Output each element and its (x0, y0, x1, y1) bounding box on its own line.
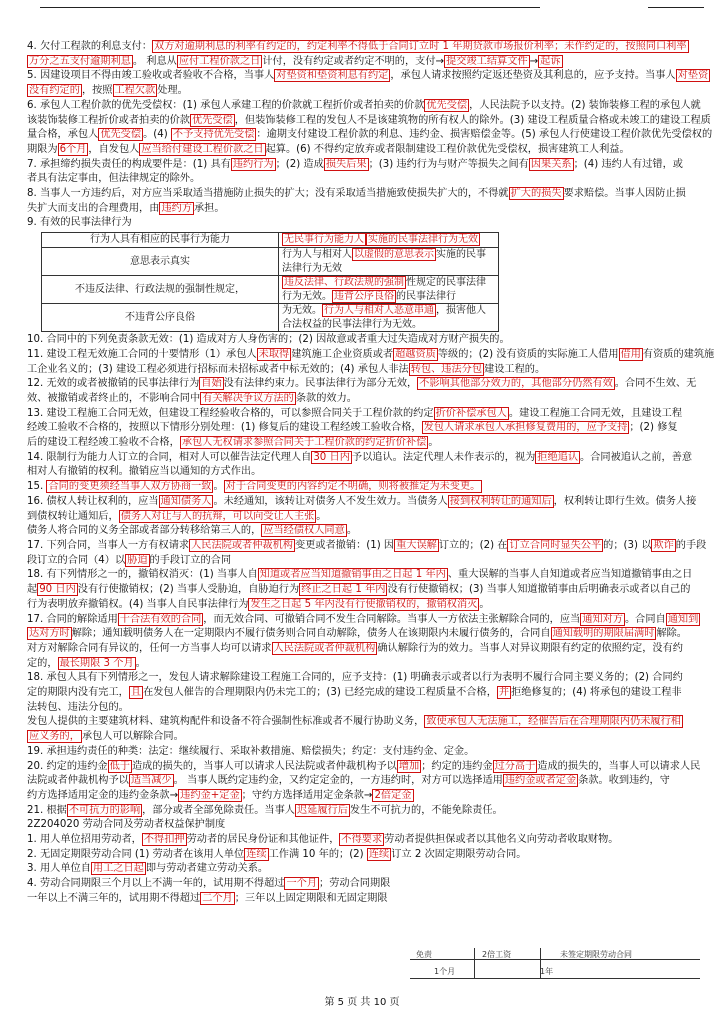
text-line (27, 69, 709, 84)
highlighted-text: 用工之日起 (92, 863, 144, 875)
text-segment: 法院或者仲裁机构予以 (27, 775, 129, 787)
text-segment: ，损害他人合法权益的民事法律行为无效。 (282, 305, 486, 330)
text-segment: 后的建设工程经竣工验收不合格， (27, 437, 180, 449)
table-cell-condition: 意思表示真实 (42, 248, 279, 276)
text-segment: 劳动者的居民身份证和其他证件， (186, 834, 340, 846)
text-segment: 21. 根据 (27, 804, 67, 816)
highlighted-text: 应付工程价款之日 (178, 55, 261, 67)
highlighted-text: 起诉 (540, 55, 561, 67)
text-line (27, 99, 699, 114)
text-segment: 没有法律约束力。民事法律行为部分无效， (223, 378, 418, 390)
text-segment: 。(4) (143, 129, 171, 141)
highlighted-text: 人民法院或者仲裁机构 (273, 642, 376, 654)
text-line (27, 892, 699, 907)
text-line (27, 348, 715, 363)
text-line (27, 158, 699, 173)
text-segment: 7. 承担缔约损失责任的构成要件是：(1) 具有 (27, 158, 231, 170)
text-line (27, 657, 699, 672)
table-cell-condition: 行为人具有相应的民事行为能力 (42, 233, 279, 248)
highlighted-text: 低于 (109, 760, 130, 772)
text-segment: 予以追认。法定代理人未作表示的，视为 (351, 451, 536, 463)
highlighted-text: 万分之五支付逾期利息 (29, 55, 131, 67)
text-segment: 17. 合同的解除适用 (27, 613, 118, 625)
text-segment: 要求赔偿。当事人因防止损 (563, 188, 686, 200)
text-segment: 16. 债权人转让权利的，应当 (27, 495, 159, 507)
highlighted-text: 胁迫 (127, 554, 148, 566)
highlighted-text: 扩大的损失 (510, 188, 562, 200)
text-segment: 行为表明放弃撤销权。(4) 当事人自民事法律行为 (27, 598, 249, 610)
highlighted-text: 应当经债权人同意 (263, 525, 345, 537)
text-segment: 的手段 (675, 539, 707, 551)
text-line (27, 701, 699, 716)
text-line (27, 671, 699, 686)
highlighted-text: 实施的民事法律行为无效 (368, 234, 478, 246)
text-segment: 9. 有效的民事法律行为 (27, 217, 132, 229)
text-segment: 19. 承担违约责任的种类：法定：继续履行、采取补救措施、赔偿损失；约定：支付违约金、定金。 (27, 745, 475, 757)
text-segment: 10. 合同中的下列免责条款无效：(1) 造成对方人身伤害的；(2) 因故意或者重大过失造成对方财产损失的。 (27, 334, 510, 346)
text-segment: 定的期限内没有完工， (27, 687, 129, 699)
text-segment: 18. 有下列情形之一的，撤销权消灭：(1) 当事人自 (27, 569, 258, 581)
text-segment: 5. 因建设项目不得由竣工验收或者验收不合格，当事人 (27, 70, 275, 82)
text-segment: 解除。 (656, 628, 687, 640)
text-segment: 起 (27, 584, 38, 596)
text-segment: 条款的效力。 (295, 392, 357, 404)
text-line (27, 583, 699, 598)
highlighted-text: 90 日内 (39, 584, 76, 596)
text-segment: 。 (479, 598, 490, 610)
text-line (27, 495, 699, 510)
text-segment: 没有行使撤销权；(3) 当事人知道撤销事由后明确表示或者以自己的 (387, 584, 691, 596)
text-line (27, 114, 711, 129)
text-line (27, 407, 699, 422)
text-segment: 。合同自 (624, 613, 666, 625)
text-segment: 变更或者撤销：(1) 因 (294, 539, 395, 551)
highlighted-text: 违约金或者定金 (504, 775, 577, 787)
text-segment: ，自发包人 (88, 143, 140, 155)
highlighted-text: 欺诈 (653, 539, 674, 551)
text-segment: 的；(3) 以 (603, 539, 652, 551)
text-segment: 的手段订立的合同 (149, 554, 232, 566)
highlighted-text: 通知载明的期限届满时 (552, 628, 655, 640)
text-segment: ；(2) 造成 (275, 158, 324, 170)
text-segment: 。 (213, 481, 224, 493)
text-segment: 3. 用人单位自 (27, 863, 91, 875)
highlighted-text: 因果关系 (530, 158, 572, 170)
table-cell-condition: 不违反法律、行政法规的强制性规定， (42, 276, 279, 304)
valid-act-table (41, 232, 499, 332)
text-segment: ，人民法院予以支持。(2) 装饰装修工程的承包人就 (469, 99, 701, 111)
highlighted-text: 不予支持优先受偿 (172, 129, 255, 141)
highlighted-text: 发生之日起 5 年内没有行使撤销权的，撤销权消灭 (250, 598, 478, 610)
text-segment: 即与劳动者建立劳动关系。 (145, 863, 269, 875)
text-segment: 失扩大而支出的合理费用，由 (27, 202, 160, 214)
highlighted-text: 最长期限 3 个月 (59, 657, 134, 669)
highlighted-text: 未取得 (258, 348, 290, 360)
text-segment: ：逾期支付建设工程价款的利息、违约金、损害赔偿金等。(5) 承包人行使建设工程价款优先受偿权的 (256, 129, 713, 141)
table-cell-consequence (279, 304, 499, 332)
text-segment: 。 当事人既约定违约金，又约定定金的，一方违约时，对方可以选择适用 (173, 775, 503, 787)
highlighted-text: 损失后果 (325, 158, 367, 170)
text-segment: 经竣工验收不合格的，按照以下情形分别处理：(1) 修复后的建设工程经竣工验收合格， (27, 422, 422, 434)
highlighted-text: 提交竣工结算文件 (446, 55, 528, 67)
text-line (27, 392, 699, 407)
table-row (42, 276, 499, 304)
mini-h1: 免责 (416, 950, 432, 959)
text-line (27, 510, 699, 525)
text-line (27, 730, 699, 745)
text-line (27, 642, 699, 657)
text-line (27, 84, 699, 99)
text-segment: 确认解除行为的效力。当事人对异议期限有约定的依照约定，没有约 (377, 642, 683, 654)
text-segment: 定的， (27, 657, 58, 669)
highlighted-text: 无民事行为能力人 (284, 234, 364, 246)
text-segment: 相对人有撤销的权利。撤销应当以通知的方式作出。 (27, 466, 262, 478)
highlighted-text: 6个月 (59, 143, 87, 155)
highlighted-text: 发包人请求承包人承担修复费用的，应予支持 (423, 422, 628, 434)
text-segment: 条款。收到违约，守 (578, 775, 670, 787)
highlighted-text: 订立合同时显失公平 (509, 539, 602, 551)
text-segment: 约方选择适用定金的违约金条款→ (27, 789, 179, 801)
table-cell-consequence (279, 276, 499, 304)
text-segment: ；(4) 违约人有过错，或 (573, 158, 683, 170)
text-segment: 18. 承包人具有下列情形之一，发包人请求解除建设工程施工合同的，应予支持：(1) 明确表示或者以行为表明不履行合同主要义务的；(2) 合同约 (27, 672, 683, 684)
highlighted-text: 通知对方 (582, 613, 623, 625)
text-segment: 订立的；(2) 在 (438, 539, 508, 551)
text-segment: 劳动者提供担保或者以其他名义向劳动者收取财物。 (384, 834, 619, 846)
text-segment: ，部分或者全部免除责任。当事人 (142, 804, 295, 816)
text-segment: 一年以上不满三年的，试用期不得超过 (27, 892, 201, 904)
text-segment: → (529, 55, 539, 67)
text-segment: 11. 建设工程无效施工合同的十要情形（1）承包人 (27, 348, 257, 360)
text-segment: ；守约方选择适用定金条款→ (241, 789, 373, 801)
text-segment: 承包人可以解除合同。 (81, 731, 184, 743)
highlighted-text: 一个月 (286, 878, 318, 890)
table-row (42, 248, 499, 276)
text-segment: 在发包人催告的合理期限内仍未完工的；(3) 已经完成的建设工程质量不合格， (143, 687, 497, 699)
text-segment: 效、被撤销或者终止的，不影响合同中 (27, 392, 201, 404)
text-segment: 段订立的合同（4）以 (27, 554, 126, 566)
text-line (27, 436, 699, 451)
text-segment: ；(3) 违约行为与财产等损失之间有 (368, 158, 529, 170)
highlighted-text: 达对方时 (29, 628, 70, 640)
highlighted-text: 有关解决争议方法的 (202, 392, 294, 404)
mini-h3: 未签定期限劳动合同 (560, 950, 632, 959)
text-segment: 20. 约定的违约金 (27, 760, 108, 772)
highlighted-text: 双方对逾期利息的利率有约定的，约定利率不得低于合同订立时 1 年期贷款市场报价利率；未作约定的，按照同口利率 (154, 41, 687, 52)
text-segment: 12. 无效的或者被撤销的民事法律行为 (27, 378, 200, 390)
highlighted-text: 违约金+定金 (180, 789, 240, 801)
text-line (27, 187, 699, 202)
text-line (27, 377, 699, 392)
highlighted-text: 接到权利转让的通知后 (449, 495, 552, 507)
highlighted-text: 重大误解 (396, 539, 437, 551)
text-segment: 计付，没有约定或者约定不明的，支付→ (262, 55, 445, 67)
mini-r1: 1个月 (434, 967, 456, 976)
text-segment: 17. 下列合同，当事人一方有权请求 (27, 539, 190, 551)
text-segment: 债务人将合同的义务全部或者部分转移给第三人的， (27, 525, 262, 537)
text-segment: 造成的损失的，当事人可以请求人民法院或者仲裁机构予以 (131, 760, 397, 772)
text-segment: 发生不可抗力的，不能免除责任。 (349, 804, 503, 816)
text-segment: 8. 当事人一方违约后，对方应当采取适当措施防止损失的扩大；没有采取适当措施致使损失扩大的，不得就 (27, 188, 509, 200)
highlighted-text: 通知债务人 (160, 495, 212, 507)
text-segment: 。建设工程施工合同无效，且建设工程 (508, 407, 683, 419)
text-line (27, 568, 699, 583)
highlighted-text: 不得要求 (341, 834, 383, 846)
text-segment: ，承包人请求按照约定返还垫资及其利息的，应予支持。当事人 (390, 70, 676, 82)
text-line (27, 172, 699, 187)
header-rule-right (648, 7, 704, 8)
text-line (27, 804, 699, 819)
highlighted-text: 应义务的， (29, 731, 80, 743)
highlighted-text: 2倍定金 (374, 789, 412, 801)
text-line (27, 760, 699, 775)
table-row (42, 233, 499, 248)
text-segment: 者具有法定事由，但法律规定的除外。 (27, 173, 201, 185)
text-segment: 量合格，承包人 (27, 129, 99, 141)
text-line (27, 627, 699, 642)
highlighted-text: 转包、违法分包 (410, 363, 483, 375)
text-line (27, 745, 699, 760)
text-segment: 。 利息从 (132, 55, 177, 67)
text-line (27, 539, 707, 554)
highlighted-text: 优先受偿 (100, 129, 142, 141)
text-segment: 造成的损失的，当事人可以请求人民 (537, 760, 701, 772)
highlighted-text: 不可抗力的影响 (68, 804, 141, 816)
text-segment: ，权利转让即行生效。债务人接 (553, 495, 697, 507)
highlighted-text: 违约行为 (232, 158, 274, 170)
text-line (27, 40, 699, 55)
text-line (27, 848, 699, 863)
text-segment: 4. 劳动合同期限三个月以上不满一年的，试用期不得超过 (27, 878, 285, 890)
text-segment: 对方对解除合同有异议的，任何一方当事人均可以请求 (27, 642, 272, 654)
highlighted-text: 不影响其他部分效力的，其他部分仍然有效 (419, 378, 613, 390)
text-segment: 到债权转让通知后， (27, 510, 119, 522)
text-line (27, 524, 699, 539)
table-cell-consequence (279, 248, 499, 276)
text-segment: 。 (346, 525, 357, 537)
text-line (27, 363, 699, 378)
text-segment: 的民事法律行 (396, 290, 456, 302)
text-segment: 。合同不生效、无 (614, 378, 697, 390)
highlighted-text: 对垫资 (677, 70, 709, 82)
text-segment: 建筑施工企业资质或者 (291, 348, 394, 360)
text-segment: 2Z204020 劳动合同及劳动者权益保护制度 (27, 819, 226, 831)
text-segment: 有资质的建筑施 (642, 348, 715, 360)
header-rule-left (40, 7, 540, 8)
text-segment: 解除；通知载明债务人在一定期限内不履行债务则合同自动解除，债务人在该期限内未履行债务的，合同自 (71, 628, 551, 640)
text-segment: 工作满 10 年的；(2) (268, 848, 367, 860)
text-line (27, 202, 699, 217)
text-segment: ；劳动合同期限 (319, 878, 391, 890)
text-line (27, 686, 699, 701)
highlighted-text: 优先受偿 (192, 114, 233, 126)
text-line (27, 598, 699, 613)
highlighted-text: 二个月 (202, 892, 233, 904)
highlighted-text: 以虚假的意思表示 (354, 249, 434, 261)
highlighted-text: 增加 (398, 760, 420, 772)
table-cell-consequence (279, 233, 499, 248)
highlighted-text: 致使承包人无法施工，经催告后在合理期限内仍未履行相 (426, 716, 681, 728)
text-segment: 6. 承包人工程价款的优先受偿权：(1) 承包人承建工程的价款就工程折价或者拍卖的价款 (27, 99, 425, 111)
text-segment: 性规定的民事法律行为无效。 (282, 277, 486, 302)
highlighted-text: 通知到 (667, 613, 699, 625)
text-segment: 1. 用人单位招用劳动者， (27, 834, 142, 846)
table-cell-condition: 不违背公序良俗 (42, 304, 279, 332)
text-segment: 15. (27, 481, 47, 493)
text-segment: 订立 2 次固定期限劳动合同。 (391, 848, 527, 860)
text-segment: 。合同被追认之前，善意 (580, 451, 693, 463)
text-line (27, 715, 699, 730)
mini-table-fragment (410, 948, 700, 988)
text-segment: 实施的民事法律行为无效 (282, 249, 486, 274)
highlighted-text: 对垫资和垫资利息有约定 (276, 70, 389, 82)
text-segment: 行为人与相对人 (282, 249, 352, 261)
highlighted-text: 拒绝追认 (537, 451, 579, 463)
highlighted-text: 应当给付建设工程价款之日 (141, 143, 264, 155)
highlighted-text: 行为人与相对人恶意串通 (324, 305, 434, 317)
text-segment: 没有行使撤销权；(2) 当事人受胁迫，自胁迫行为 (77, 584, 300, 596)
text-line (27, 421, 699, 436)
highlighted-text: 知道或者应当知道撤销事由之日起 1 年内 (259, 569, 446, 581)
text-line (27, 877, 699, 892)
highlighted-text: 迟延履行后 (296, 804, 348, 816)
text-line (27, 774, 699, 789)
text-line (27, 55, 699, 70)
page-footer: 第 5 页 共 10 页 (324, 997, 400, 1008)
text-line (27, 862, 699, 877)
text-segment: 2. 无固定期限劳动合同 (1) 劳动者在该用人单位 (27, 848, 245, 860)
text-segment: 期限为 (27, 143, 58, 155)
highlighted-text: 30 日内 (313, 451, 350, 463)
highlighted-text: 没有约定的 (29, 85, 80, 97)
text-line (27, 480, 699, 495)
text-line (27, 216, 699, 231)
text-line (27, 789, 699, 804)
text-segment: ，按照 (81, 85, 113, 97)
highlighted-text: 自始 (201, 378, 222, 390)
text-segment: 等级的；(2) 没有资质的实际施工人借用 (437, 348, 619, 360)
text-segment: 4. 欠付工程款的利息支付： (27, 41, 153, 52)
mini-h2: 2倍工资 (482, 950, 512, 959)
highlighted-text: 对于合同变更的内容约定不明确，则将被推定为未变更。 (225, 481, 481, 493)
highlighted-text: 连续 (368, 848, 390, 860)
text-segment: 。 (316, 510, 327, 522)
text-line (27, 128, 713, 143)
text-segment: 。 (135, 657, 146, 669)
highlighted-text: 债务人对让与人的抗辩，可以向受让人主张 (120, 510, 315, 522)
text-line (27, 818, 699, 833)
text-segment: ；三年以上固定期限和无固定期限 (234, 892, 388, 904)
text-segment: 处理。 (157, 85, 188, 97)
highlighted-text: 折价补偿承包人 (435, 407, 507, 419)
highlighted-text: 终止之日起 1 年内 (301, 584, 386, 596)
text-segment: 承担。 (194, 202, 225, 214)
highlighted-text: 超越资质 (395, 348, 436, 360)
text-segment: ，但装饰装修工程的发包人不是该建筑物的所有权人的除外。(3) 建设工程质量合格或未竣工的建设工程质 (234, 114, 711, 126)
text-line (27, 143, 699, 158)
highlighted-text: 合同的变更须经当事人双方协商一致 (48, 481, 212, 493)
highlighted-text: 违背公序良俗 (334, 290, 394, 302)
mini-r2: 1年 (540, 967, 554, 976)
highlighted-text: 且 (130, 687, 142, 699)
highlighted-text: 连续 (246, 848, 267, 860)
text-segment: 建设工程的。 (484, 363, 546, 375)
text-line (27, 465, 699, 480)
text-segment: 工企业名义的；(3) 建设工程必须进行招标而未招标或者中标无效的；(4) 承包人非法 (27, 363, 409, 375)
text-segment: ；约定的违约金 (421, 760, 493, 772)
text-segment: 拒绝修复的；(4) 将承包的建设工程非 (511, 687, 682, 699)
highlighted-text: 承包人无权请求参照合同关于工程价款的约定折价补偿 (181, 437, 427, 449)
text-line (27, 451, 699, 466)
text-line (27, 833, 699, 848)
highlighted-text: 违反法律、行政法规的强制 (284, 277, 404, 289)
highlighted-text: 借用 (620, 348, 641, 360)
text-segment: 起算。(6) 不得约定放弃或者限制建设工程价款优先受偿权，损害建筑工人利益。 (265, 143, 630, 155)
text-segment: 法转包、违法分包的。 (27, 701, 129, 713)
highlighted-text: 优先受偿 (426, 99, 468, 111)
text-segment: ，而无效合同、可撤销合同不发生合同解除。当事人一方依法主张解除合同的，应当 (203, 613, 581, 625)
text-segment: 。未经通知，该转让对债务人不发生效力。当债务人 (213, 495, 448, 507)
text-line (27, 333, 699, 348)
highlighted-text: 人民法院或者仲裁机构 (191, 539, 293, 551)
document-page (27, 40, 715, 907)
text-segment: 。 (428, 437, 439, 449)
highlighted-text: 违约方 (161, 202, 192, 214)
highlighted-text: 过分高于 (494, 760, 536, 772)
table-row (42, 304, 499, 332)
text-segment: 发包人提供的主要建筑材料、建筑构配件和设备不符合强制性标准或者不履行协助义务， (27, 716, 425, 728)
highlighted-text: 并 (498, 687, 510, 699)
highlighted-text: 不得扣押 (143, 834, 185, 846)
text-line (27, 613, 699, 628)
highlighted-text: 适当减少 (130, 775, 172, 787)
text-segment: 为无效。 (282, 305, 322, 317)
text-segment: 13. 建设工程施工合同无效，但建设工程经验收合格的，可以参照合同关于工程价款的约定 (27, 407, 434, 419)
highlighted-text: 工程欠款 (114, 85, 156, 97)
highlighted-text: 十合法有效的合同 (119, 613, 202, 625)
text-line (27, 554, 699, 569)
text-segment: 该装饰装修工程折价或者拍卖的价款 (27, 114, 190, 126)
text-segment: 、重大误解的当事人自知道或者应当知道撤销事由之日 (447, 569, 693, 581)
text-segment: ；(2) 修复 (629, 422, 678, 434)
text-segment: 14. 限制行为能力人订立的合同，相对人可以催告法定代理人自 (27, 451, 312, 463)
